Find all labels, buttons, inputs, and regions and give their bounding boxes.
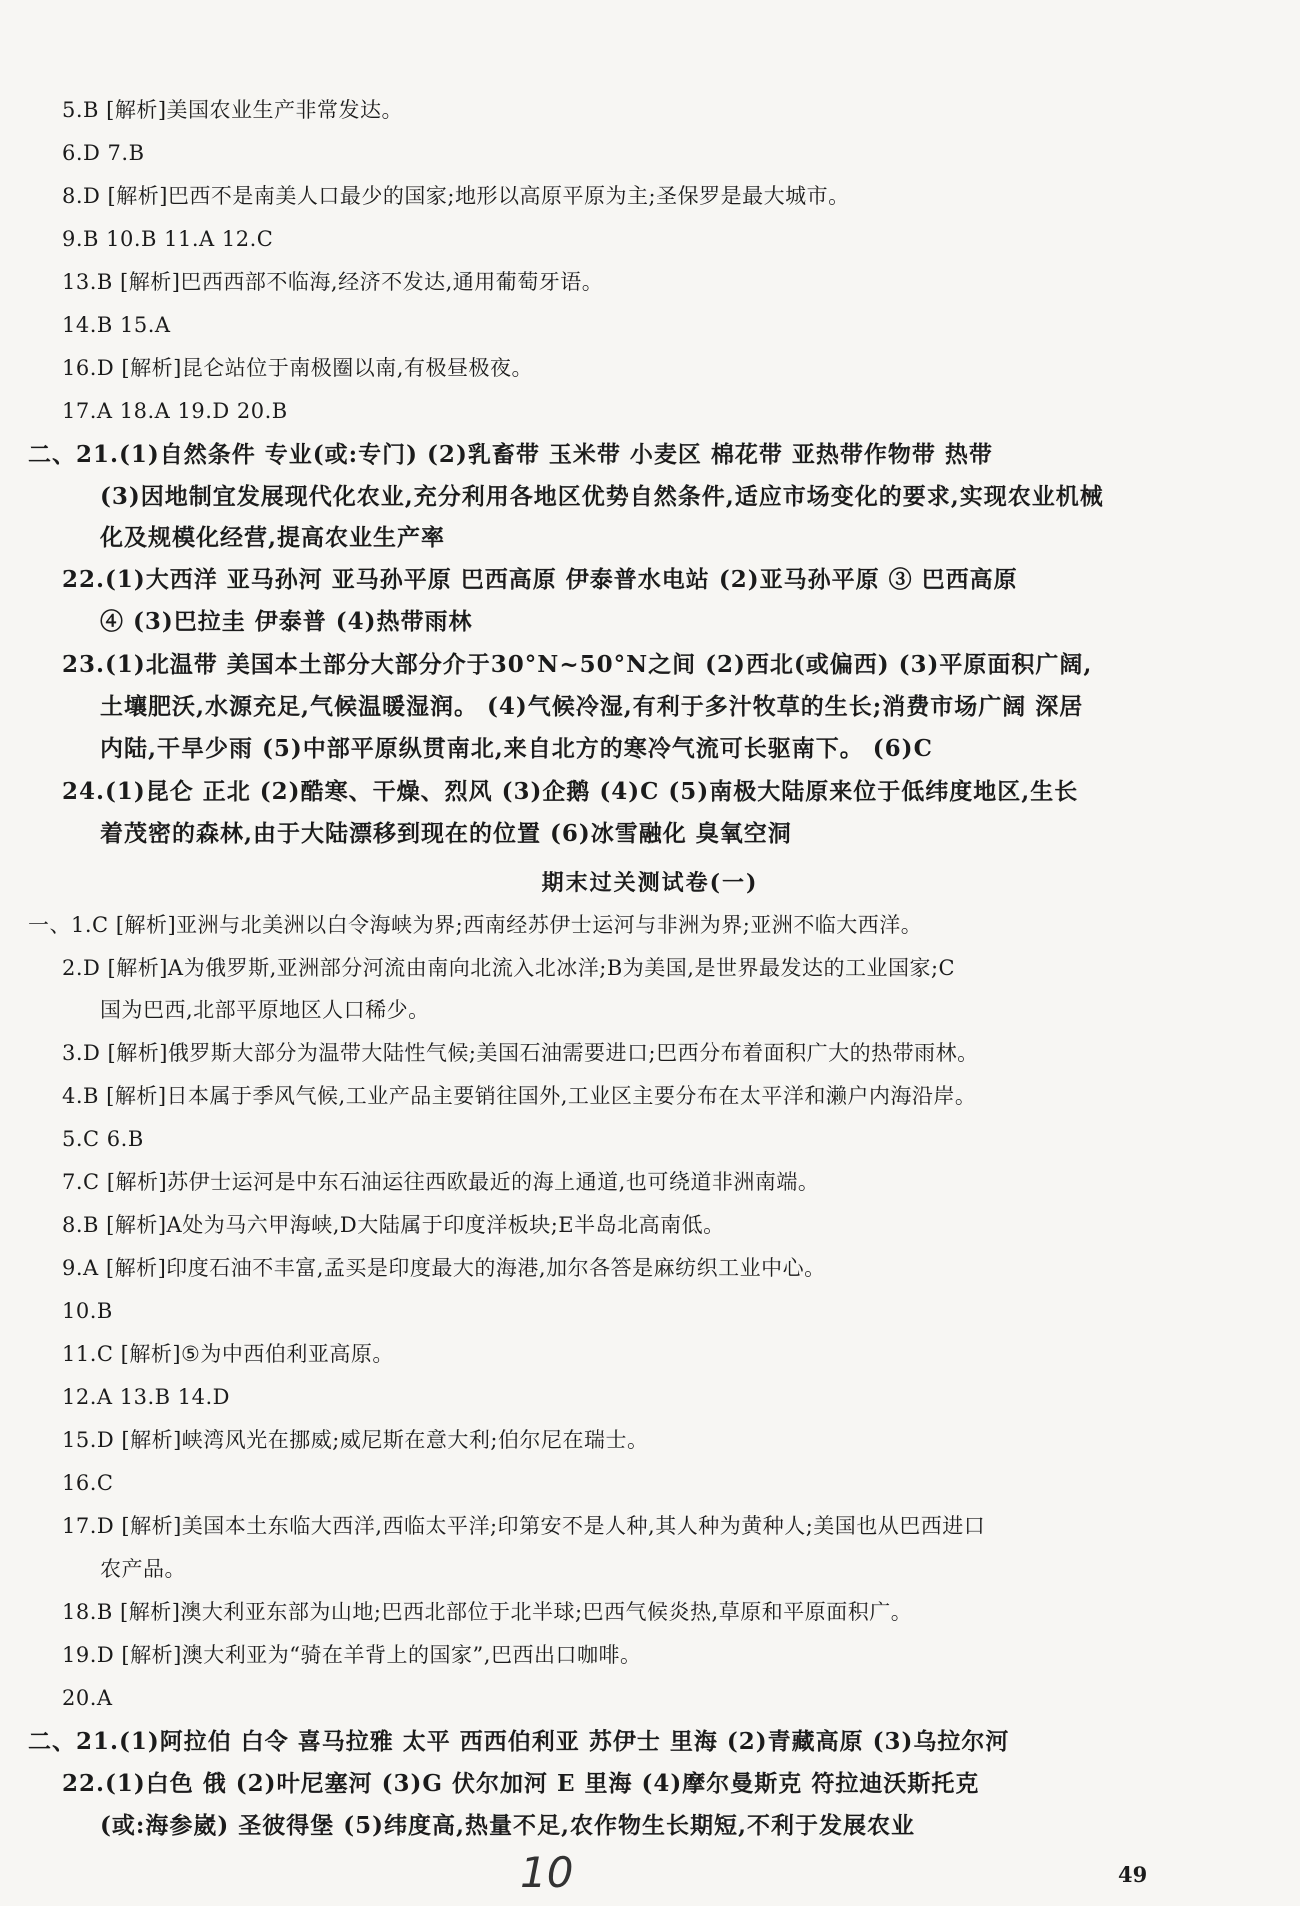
answer-line: 17.A 18.A 19.D 20.B (62, 399, 288, 423)
answer-line: 23.(1)北温带 美国本土部分大部分介于30°N~50°N之间 (2)西北(或偏西) (3)平原面积广阔, (62, 651, 1093, 678)
answer-line: 5.B [解析]美国农业生产非常发达。 (62, 98, 404, 122)
answer-line: 内陆,干旱少雨 (5)中部平原纵贯南北,来自北方的寒冷气流可长驱南下。 (6)C (100, 735, 933, 762)
answer-line: 二、21.(1)自然条件 专业(或:专门) (2)乳畜带 玉米带 小麦区 棉花带 亚热带作物带 热带 (28, 441, 993, 468)
answer-line: ④ (3)巴拉圭 伊泰普 (4)热带雨林 (100, 608, 473, 635)
answer-line: 2.D [解析]A为俄罗斯,亚洲部分河流由南向北流入北冰洋;B为美国,是世界最发达的工业国家;C (62, 956, 956, 980)
answer-line: 9.B 10.B 11.A 12.C (62, 227, 274, 251)
answer-line: 农产品。 (100, 1557, 186, 1581)
answer-line: (或:海参崴) 圣彼得堡 (5)纬度高,热量不足,农作物生长期短,不利于发展农业 (100, 1812, 916, 1839)
answer-line: 8.B [解析]A处为马六甲海峡,D大陆属于印度洋板块;E半岛北高南低。 (62, 1213, 725, 1237)
answer-line: 13.B [解析]巴西西部不临海,经济不发达,通用葡萄牙语。 (62, 270, 604, 294)
handwritten-number: 10 (520, 1848, 574, 1897)
answer-line: 14.B 15.A (62, 313, 171, 337)
answer-line: (3)因地制宜发展现代化农业,充分利用各地区优势自然条件,适应市场变化的要求,实现农业机械 (100, 483, 1104, 510)
section-title: 期末过关测试卷(一) (541, 870, 759, 896)
answer-line: 化及规模化经营,提高农业生产率 (100, 524, 446, 551)
answer-line: 7.C [解析]苏伊士运河是中东石油运往西欧最近的海上通道,也可绕道非洲南端。 (62, 1170, 820, 1194)
answer-line: 11.C [解析]⑤为中西伯利亚高原。 (62, 1342, 394, 1366)
answer-line: 4.B [解析]日本属于季风气候,工业产品主要销往国外,工业区主要分布在太平洋和濑户内海沿岸。 (62, 1084, 977, 1108)
answer-line: 土壤肥沃,水源充足,气候温暖湿润。 (4)气候冷湿,有利于多汁牧草的生长;消费市场广阔 深居 (100, 693, 1084, 720)
answer-line: 8.D [解析]巴西不是南美人口最少的国家;地形以高原平原为主;圣保罗是最大城市。 (62, 184, 850, 208)
answer-line: 24.(1)昆仑 正北 (2)酷寒、干燥、烈风 (3)企鹅 (4)C (5)南极大陆原来位于低纬度地区,生长 (62, 778, 1079, 805)
answer-line: 20.A (62, 1686, 113, 1710)
answer-line: 着茂密的森林,由于大陆漂移到现在的位置 (6)冰雪融化 臭氧空洞 (100, 820, 792, 847)
page-number: 49 (1118, 1862, 1148, 1887)
answer-line: 22.(1)白色 俄 (2)叶尼塞河 (3)G 伏尔加河 E 里海 (4)摩尔曼斯克 符拉迪沃斯托克 (62, 1770, 980, 1797)
answer-line: 19.D [解析]澳大利亚为“骑在羊背上的国家”,巴西出口咖啡。 (62, 1643, 642, 1667)
answer-line: 15.D [解析]峡湾风光在挪威;威尼斯在意大利;伯尔尼在瑞士。 (62, 1428, 649, 1452)
answer-line: 5.C 6.B (62, 1127, 144, 1151)
answer-line: 16.D [解析]昆仑站位于南极圈以南,有极昼极夜。 (62, 356, 533, 380)
answer-line: 16.C (62, 1471, 114, 1495)
answer-line: 9.A [解析]印度石油不丰富,孟买是印度最大的海港,加尔各答是麻纺织工业中心。 (62, 1256, 826, 1280)
answer-line: 二、21.(1)阿拉伯 白令 喜马拉雅 太平 西西伯利亚 苏伊士 里海 (2)青藏高原 (3)乌拉尔河 (28, 1728, 1010, 1755)
answer-line: 10.B (62, 1299, 113, 1323)
answer-line: 3.D [解析]俄罗斯大部分为温带大陆性气候;美国石油需要进口;巴西分布着面积广大的热带雨林。 (62, 1041, 979, 1065)
answer-line: 12.A 13.B 14.D (62, 1385, 230, 1409)
answer-line: 国为巴西,北部平原地区人口稀少。 (100, 998, 430, 1022)
answer-line: 18.B [解析]澳大利亚东部为山地;巴西北部位于北半球;巴西气候炎热,草原和平原面积广。 (62, 1600, 913, 1624)
answer-line: 6.D 7.B (62, 141, 145, 165)
answer-line: 22.(1)大西洋 亚马孙河 亚马孙平原 巴西高原 伊泰普水电站 (2)亚马孙平原 ③ 巴西高原 (62, 566, 1018, 593)
answer-line: 一、1.C [解析]亚洲与北美洲以白令海峡为界;西南经苏伊士运河与非洲为界;亚洲不临大西洋。 (28, 913, 923, 937)
answer-line: 17.D [解析]美国本土东临大西洋,西临太平洋;印第安不是人种,其人种为黄种人;美国也从巴西进口 (62, 1514, 986, 1538)
